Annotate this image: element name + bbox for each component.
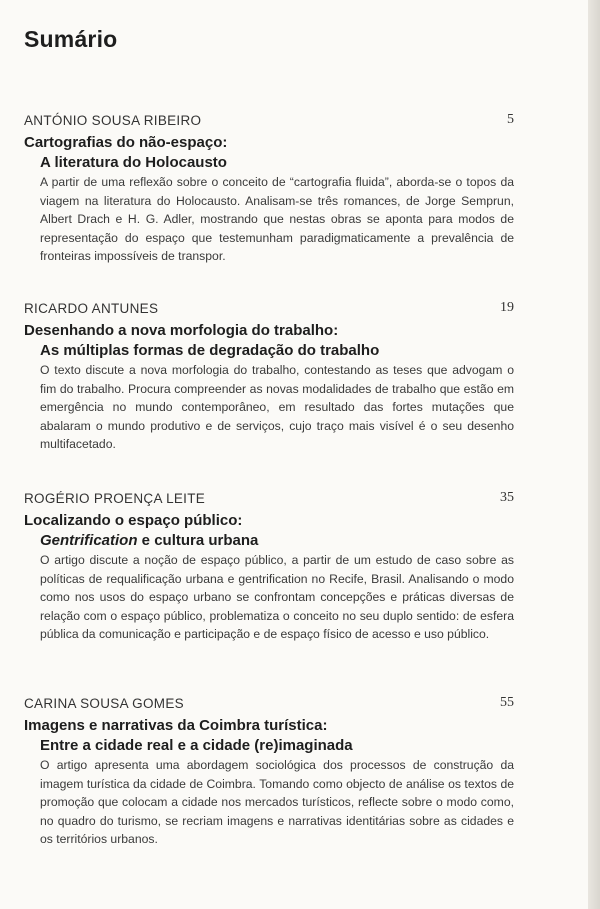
entry-subtitle-italic: Gentrification xyxy=(40,532,138,549)
entry-subtitle: As múltiplas formas de degradação do trabalho xyxy=(40,342,380,359)
entry-header xyxy=(24,490,514,510)
entry-header xyxy=(24,695,514,715)
entry-page-number: 55 xyxy=(500,695,514,710)
toc-entry xyxy=(24,300,514,454)
entry-abstract: O artigo discute a noção de espaço público, a partir de um estudo de caso sobre as políticas de requalificação urbana e gentrification no Recife, Brasil. Analisando o modo como nos usos do espaço urbano se confrontam concepções e práticas diversas de relação com o espaço público, problematiza o conceito no seu duplo sentido: de esfera pública da comunicação e participação e de espaço físico de acesso e uso público. xyxy=(40,553,514,641)
entry-abstract: O texto discute a nova morfologia do trabalho, contestando as teses que advogam o fim do trabalho. Procura compreender as novas modalidades de trabalho que estão em emergência no mundo contemporâneo, em resultado das fortes mutações que abalaram o mundo produtivo e de serviços, cujo traço mais visível é o seu desenho multifacetado. xyxy=(40,363,514,451)
toc-entry xyxy=(24,695,514,849)
entry-header xyxy=(24,112,514,132)
toc-entry xyxy=(24,490,514,644)
entry-page-number: 35 xyxy=(500,490,514,505)
toc-entry xyxy=(24,112,514,266)
page-title: Sumário xyxy=(24,26,118,52)
entry-page-number: 5 xyxy=(507,112,514,127)
entry-subtitle xyxy=(40,531,514,551)
entry-title: Localizando o espaço público: xyxy=(24,512,243,529)
entry-subtitle: A literatura do Holocausto xyxy=(40,154,227,171)
entry-abstract: O artigo apresenta uma abordagem sociológica dos processos de construção da imagem turística da cidade de Coimbra. Tomando como objecto de análise os textos de promoção que colocam a cidade nos mercados turísticos, reflecte sobre o modo como, no quadro do turismo, se recriam imagens e narrativas identitárias sobre as cidades e os territórios urbanos. xyxy=(40,758,514,846)
entry-author: ROGÉRIO PROENÇA LEITE xyxy=(24,491,206,506)
entry-subtitle-rest: e cultura urbana xyxy=(137,532,259,549)
entry-header xyxy=(24,300,514,320)
entry-author: RICARDO ANTUNES xyxy=(24,301,159,316)
entry-subtitle: Entre a cidade real e a cidade (re)imaginada xyxy=(40,737,353,754)
entry-title: Desenhando a nova morfologia do trabalho: xyxy=(24,322,339,339)
entry-title: Imagens e narrativas da Coimbra turística: xyxy=(24,717,328,734)
entry-title: Cartografias do não-espaço: xyxy=(24,134,228,151)
entry-page-number: 19 xyxy=(500,300,514,315)
page-edge xyxy=(588,0,600,909)
entry-author: CARINA SOUSA GOMES xyxy=(24,696,184,711)
entry-author: ANTÓNIO SOUSA RIBEIRO xyxy=(24,113,202,128)
entry-abstract: A partir de uma reflexão sobre o conceito de “cartografia fluida”, aborda-se o topos da viagem na literatura do Holocausto. Analisam-se três romances, de Jorge Semprun, Albert Drach e H. G. Adler, mostrando que nestas obras se aponta para modos de representação do espaço que testemunham paradigmaticamente a prevalência de fronteiras impossíveis de transpor. xyxy=(40,175,514,263)
